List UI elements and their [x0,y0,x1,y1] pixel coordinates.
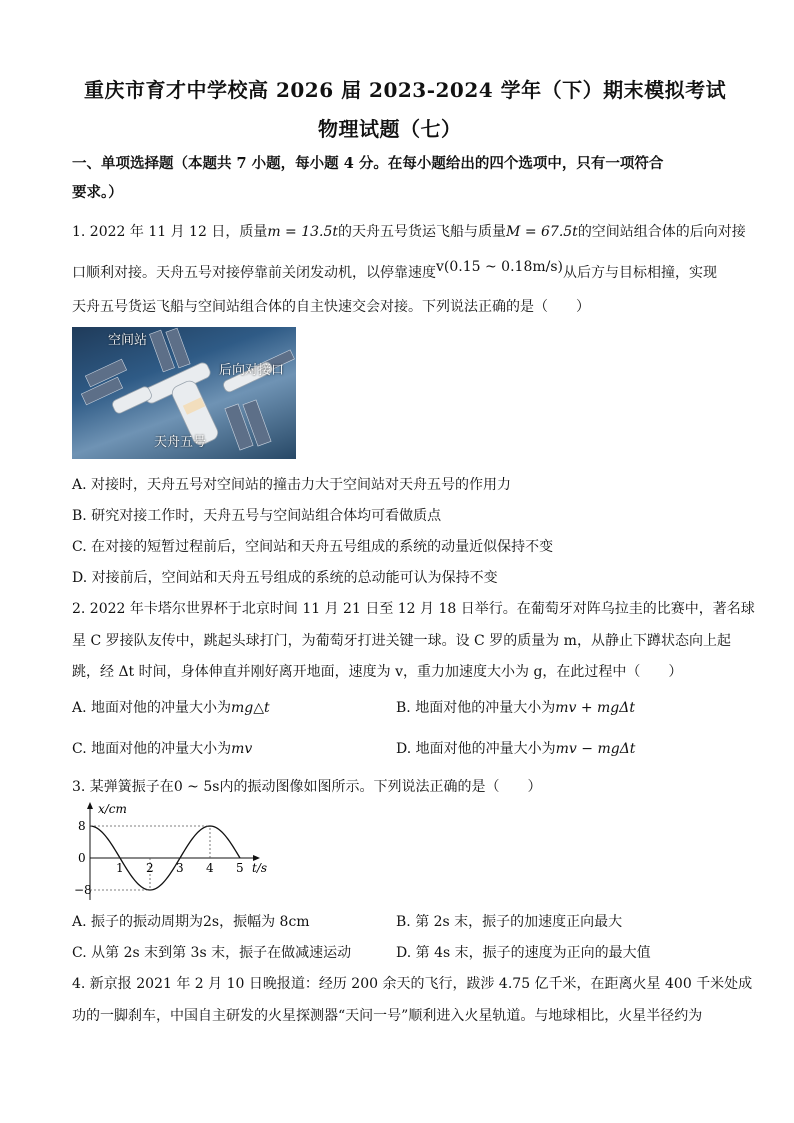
y-tick-label: −8 [74,883,92,897]
label-space-station: 空间站 [108,333,148,348]
q1-text: 口顺利对接。天舟五号对接停靠前关闭发动机，以停靠速度 [72,265,436,281]
q1-option-a: A. 对接时，天舟五号对空间站的撞击力大于空间站对天舟五号的作用力 [72,477,512,493]
q2-line2: 星 C 罗接队友传中，跳起头球打门，为葡萄牙打进关键一球。设 C 罗的质量为 m，从静止下蹲状态向上起 [72,633,731,649]
q1-mass-m: m = 13.5t [267,224,339,240]
q3-option-a-math: 2s [203,914,220,930]
label-rear-port: 后向对接口 [219,363,285,378]
q2-option-b-math: mv + mgΔt [555,700,635,716]
x-tick-label: 2 [146,861,154,875]
q1-line2 [72,259,717,282]
q3-line1 [72,776,541,796]
y-tick-label: 8 [78,819,86,833]
x-tick-label: 3 [176,861,184,875]
section-heading: 一、单项选择题（本题共 7 小题，每小题 4 分。在每小题给出的四个选项中，只有一项符合 [72,155,664,172]
q3-option-a-text: A. 振子的振动周期为 [72,914,204,930]
q2-option-a-math: mg△t [231,700,270,716]
oscillation-graph [74,800,274,904]
q2-option-c-math: mv [231,741,253,757]
section-heading-cont: 要求。） [72,184,123,201]
exam-subtitle: 物理试题（七） [318,117,462,141]
label-tianzhou: 天舟五号 [154,435,207,450]
y-tick-label: 0 [78,851,86,865]
q4-line1: 4. 新京报 2021 年 2 月 10 日晚报道：经历 200 余天的飞行，跋涉 4.75 亿千米，在距离火星 400 千米处成 [72,976,753,992]
x-tick-label: 1 [116,861,124,875]
q2-option-a [72,697,270,717]
q3-option-a [72,911,310,931]
q1-velocity: v(0.15 ~ 0.18m/s) [436,259,563,275]
q1-line3: 天舟五号货运飞船与空间站组合体的自主快速交会对接。下列说法正确的是（ ） [72,299,590,315]
q1-text: 从后方与目标相撞，实现 [562,265,717,281]
q3-option-d: D. 第 4s 末，振子的速度为正向的最大值 [396,945,651,961]
q3-text: 3. 某弹簧振子在 [72,779,174,795]
exam-title: 重庆市育才中学校高 2026 届 2023-2024 学年（下）期末模拟考试 [84,78,727,102]
q3-range: 0 ~ 5s [173,779,220,795]
q3-option-c: C. 从第 2s 末到第 3s 末，振子在做减速运动 [72,945,352,961]
q2-line3: 跳，经 Δt 时间，身体伸直并刚好离开地面，速度为 v，重力加速度大小为 g，在此过程中（ ） [72,664,683,680]
q2-option-b [396,697,635,717]
q1-option-b: B. 研究对接工作时，天舟五号与空间站组合体均可看做质点 [72,508,442,524]
q1-text: 1. 2022 年 11 月 12 日，质量 [72,224,268,240]
q2-option-c-text: C. 地面对他的冲量大小为 [72,741,232,757]
q2-option-a-text: A. 地面对他的冲量大小为 [72,700,232,716]
q4-line2: 功的一脚刹车，中国自主研发的火星探测器“天问一号”顺利进入火星轨道。与地球相比，火星半径约为 [72,1008,703,1024]
x-tick-label: 4 [206,861,214,875]
q2-option-d [396,738,635,758]
space-station-photo [72,327,296,459]
q2-option-d-math: mv − mgΔt [555,741,636,757]
q1-option-c: C. 在对接的短暂过程前后，空间站和天舟五号组成的系统的动量近似保持不变 [72,539,554,555]
q2-option-c [72,738,252,758]
q1-option-d: D. 对接前后，空间站和天舟五号组成的系统的总动能可认为保持不变 [72,570,498,586]
q3-text: 内的振动图像如图所示。下列说法正确的是（ ） [219,779,542,795]
q2-line1: 2. 2022 年卡塔尔世界杯于北京时间 11 月 21 日至 12 月 18 日举行。在葡萄牙对阵乌拉圭的比赛中，著名球 [72,601,755,617]
x-axis-label: t/s [252,861,268,875]
q1-mass-M: M = 67.5t [506,224,578,240]
q2-option-d-text: D. 地面对他的冲量大小为 [396,741,556,757]
q1-line1 [72,221,746,241]
q1-text: 的空间站组合体的后向对接 [577,224,746,240]
x-tick-label: 5 [236,861,244,875]
q1-text: 的天舟五号货运飞船与质量 [338,224,507,240]
y-axis-label: x/cm [98,802,127,816]
q3-option-a-rest: ，振幅为 8cm [219,914,310,930]
q2-option-b-text: B. 地面对他的冲量大小为 [396,700,556,716]
q3-option-b: B. 第 2s 末，振子的加速度正向最大 [396,914,623,930]
y-axis-arrow [87,802,93,809]
